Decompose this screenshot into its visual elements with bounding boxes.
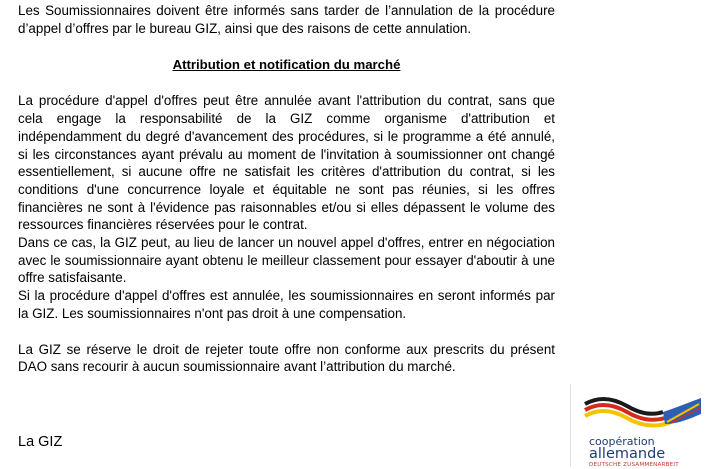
cooperation-allemande-logo: [570, 384, 711, 467]
intro-paragraph: Les Soumissionnaires doivent être informés sans tarder de l’annulation de la procédure d’appel d’offres par le bureau GIZ, ainsi que des raisons de cette annulation.: [18, 3, 555, 36]
logo-text: [589, 436, 679, 469]
paragraph-negociation: Dans ce cas, la GIZ peut, au lieu de lancer un nouvel appel d'offres, entrer en négociation avec le soumissionnaire ayant obtenu le meilleur classement pour essayer d'aboutir à une offre satisfaisante.: [18, 235, 555, 286]
signature: La GIZ: [18, 434, 63, 450]
spacer: [18, 323, 555, 341]
section-heading: Attribution et notification du marché: [172, 57, 401, 73]
logo-line-3: DEUTSCHE ZUSAMMENARBEIT: [589, 462, 679, 468]
paragraph-rejet: La GIZ se réserve le droit de rejeter toute offre non conforme aux prescrits du présent DAO sans recourir à aucun soumissionnaire avant l’attribution du marché.: [18, 341, 555, 375]
document-body: [18, 0, 555, 376]
flag-ribbon-icon: [579, 390, 707, 438]
logo-line-2: allemande: [589, 446, 666, 462]
logo-line-1: coopération: [589, 435, 655, 448]
paragraph-annulation: La procédure d'appel d'offres peut être annulée avant l'attribution du contrat, sans que cela engage la responsabilité de la GIZ comme organisme d'attribution et indépendamment du degré d'avancement des procédures, si le programme a été annulé, si les circonstances ayant prévalu au moment de l'invitation à soumissionner ont changé essentiellement, si aucune offre ne satisfait les critères d'attribution du contrat, si les conditions d'une concurrence loyale et équitable ne sont pas réunies, si les offres financières ne sont à l'évidence pas raisonnables et/ou si elles dépassent le volume des ressources financières réservées pour le contrat.: [18, 93, 555, 233]
paragraph-information: Si la procédure d'appel d'offres est annulée, les soumissionnaires en seront informés par la GIZ. Les soumissionnaires n'ont pas droit à une compensation.: [18, 288, 555, 321]
